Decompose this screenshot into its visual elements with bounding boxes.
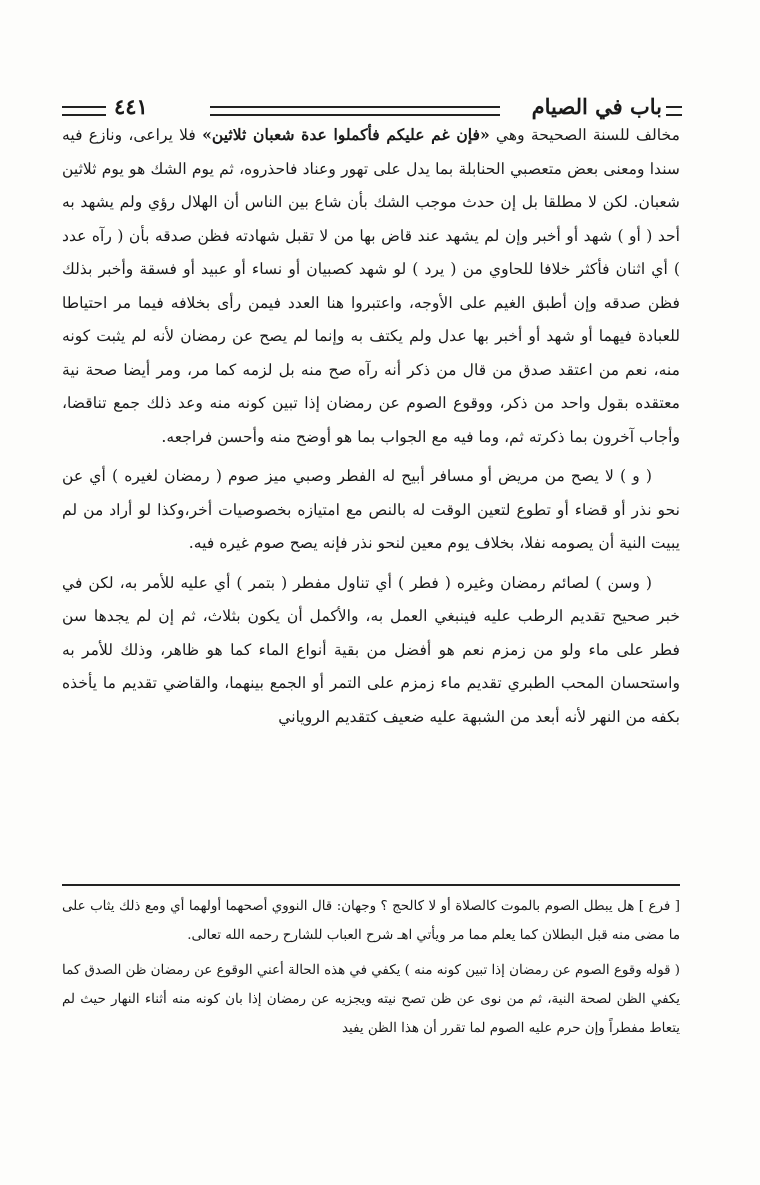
chapter-title: باب في الصيام	[531, 94, 662, 119]
footnote-1: [ فرع ] هل يبطل الصوم بالموت كالصلاة أو لا كالحج ؟ وجهان: قال النووي أصحهما أولهما أي ومع ذلك يثاب على ما مضى منه قبل البطلان كما يعلم مما مر ويأتي اهـ شرح العباب للشارح رحمه الله تعالى.	[62, 899, 680, 943]
page-number: ٤٤١	[114, 94, 148, 119]
main-text	[62, 118, 680, 734]
footnote-2: ( قوله وقوع الصوم عن رمضان إذا تبين كونه منه ) يكفي في هذه الحالة أعني الوقوع عن رمضان ظن الصدق كما يكفي الظن لصحة النية، ثم من نوى عن ظن تصح نيته ويجزيه عن رمضان إذا بان كونه منه أثناء النهار حيث لم يتعاط مفطراً وإن حرم عليه الصوم لما تقرر أن هذا الظن يفيد	[62, 963, 680, 1036]
paragraph-3: ( وسن ) لصائم رمضان وغيره ( فطر ) أي تناول مفطر ( بتمر ) أي عليه للأمر به، لكن في خبر صحيح تقديم الرطب عليه فينبغي العمل به، والأكمل أن يكون بثلاث، ثم إن لم يجدها سن فطر على ماء ولو من زمزم نعم هو أفضل من بقية أنواع الماء كما هو ظاهر، وذلك للأمر به واستحسان المحب الطبري تقديم ماء زمزم على التمر أو الجمع بينهما، والقاضي تقديم ما يأخذه بكفه من النهر لأنه أبعد من الشبهة عليه ضعيف كتقديم الروياني	[62, 573, 680, 726]
paragraph-2: ( و ) لا يصح من مريض أو مسافر أبيح له الفطر وصبي ميز صوم ( رمضان لغيره ) أي عن نحو نذر أو قضاء أو تطوع لتعين الوقت له بالنص مع امتيازه بخصوصيات أخر،وكذا لو أراد من لم يبيت النية أن يصومه نفلا، بخلاف يوم معين لنحو نذر فإنه يصح صوم غيره فيه.	[62, 467, 680, 552]
paragraph-1-intro: مخالف للسنة الصحيحة وهي	[489, 126, 680, 144]
footnote-separator	[62, 884, 680, 886]
header-rule-right	[666, 106, 682, 116]
footnotes	[62, 892, 680, 1043]
paragraph-1	[62, 118, 680, 454]
header-rule-left	[62, 106, 106, 116]
header-rule-middle	[210, 106, 500, 116]
hadith-quote: «فإن غم عليكم فأكملوا عدة شعبان ثلاثين»	[202, 125, 490, 144]
paragraph-1-continuation: فلا يراعى، ونازع فيه سندا ومعنى بعض متعصبي الحنابلة بما يدل على تهور وعناد فاحذروه، ثم يوم الشك هو يوم ثلاثين شعبان. لكن لا مطلقا بل إن حدث موجب الشك بأن شاع بين الناس أن الهلال رؤي ولم يشهد به أحد ( أو ) شهد أو أخبر وإن لم يشهد عند قاض بها من لا تقبل شهادته فظن صدقه بأن ( رآه عدد ) أي اثنان فأكثر خلافا للحاوي من ( يرد ) لو شهد كصبيان أو نساء أو عبيد أو فسقة وأخبر بذلك فظن صدقه وإن أطبق الغيم على الأوجه، واعتبروا هنا العدد فيمن رأى بخلافه فيما مر احتياطا للعبادة فيهما أو شهد أو أخبر بها عدل ولم يكتف به وإنما لم يصح عن رمضان لأنه لم يثبت كونه منه، نعم من اعتقد صدق من قال من ذكر أنه رآه صح منه بل لزمه كما مر، ومر أيضا صحة نية معتقده بقول واحد من ذكر، ووقوع الصوم عن رمضان إذا تبين كونه منه وعد ذلك جمع تناقضا، وأجاب آخرون بما ذكرته ثم، وما فيه مع الجواب بما هو أوضح منه وأحسن فراجعه.	[62, 126, 680, 446]
